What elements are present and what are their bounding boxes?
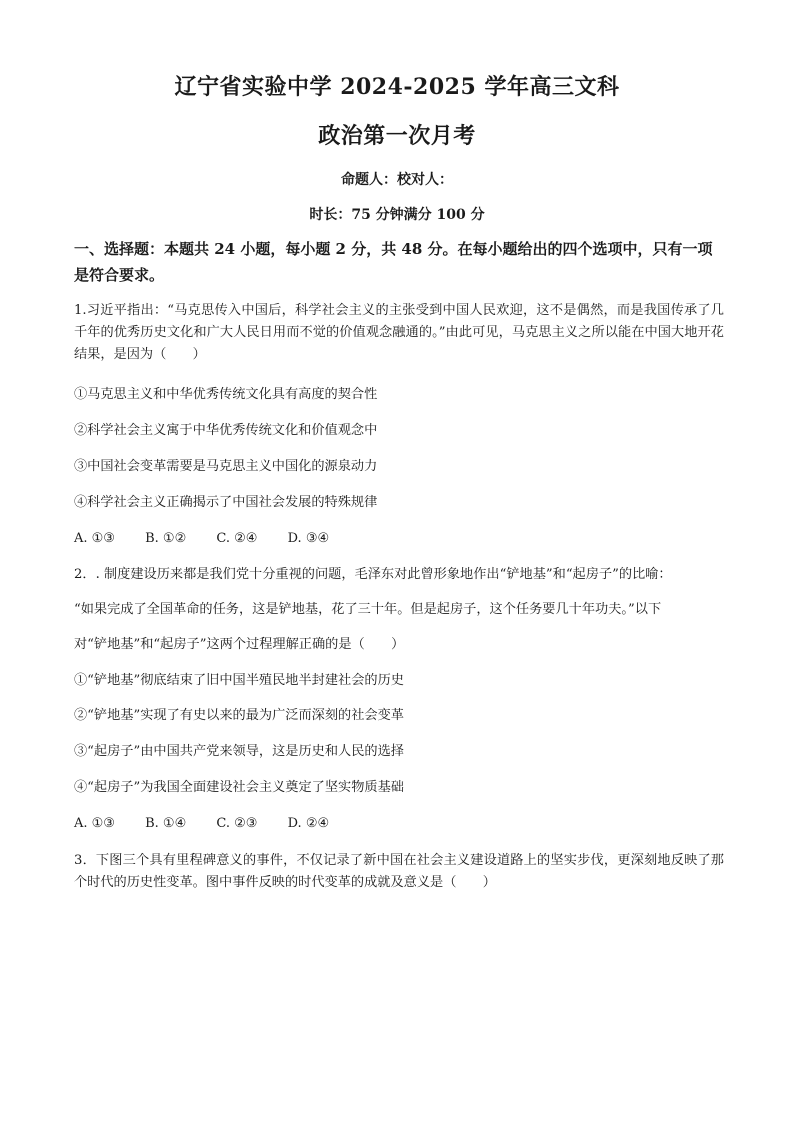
question-1-option-a[interactable]: A. ①③ xyxy=(74,531,115,546)
question-2-statement-3: ③“起房子”由中国共产党来领导，这是历史和人民的选择 xyxy=(74,744,404,759)
question-2-statement-4: ④“起房子”为我国全面建设社会主义奠定了坚实物质基础 xyxy=(74,780,404,795)
exam-duration: 时长：75 分钟满分 100 分 xyxy=(309,207,485,223)
question-2-stem-line1: 2．. 制度建设历来都是我们党十分重视的问题，毛泽东对此曾形象地作出“铲地基”和“起房子”的比喻： xyxy=(74,567,672,582)
question-1-option-d[interactable]: D. ③④ xyxy=(287,531,330,546)
question-1-option-b[interactable]: B. ①② xyxy=(145,531,187,546)
question-1-statement-2: ②科学社会主义寓于中华优秀传统文化和价值观念中 xyxy=(74,423,378,438)
exam-title-line1: 辽宁省实验中学 2024-2025 学年高三文科 xyxy=(174,74,620,100)
question-2-options xyxy=(74,813,355,835)
exam-authors: 命题人：校对人： xyxy=(341,172,453,188)
question-2-option-b[interactable]: B. ①④ xyxy=(145,816,187,831)
question-1-options xyxy=(74,528,355,550)
question-1-statement-4: ④科学社会主义正确揭示了中国社会发展的特殊规律 xyxy=(74,495,378,510)
question-1-statement-1: ①马克思主义和中华优秀传统文化具有高度的契合性 xyxy=(74,387,378,402)
question-2-option-a[interactable]: A. ①③ xyxy=(74,816,115,831)
question-1-stem: 1.习近平指出：“马克思传入中国后，科学社会主义的主张受到中国人民欢迎，这不是偶然，而是我国传承了几千年的优秀历史文化和广大人民日用而不觉的价值观念融通的。”由此可见，马克思主义之所以能在中国大地开花结果，是因为（ ） xyxy=(74,303,724,362)
exam-title-line2: 政治第一次月考 xyxy=(318,123,476,149)
question-2-option-d[interactable]: D. ②④ xyxy=(287,816,330,831)
question-2-stem-line2: “如果完成了全国革命的任务，这是铲地基，花了三十年。但是起房子，这个任务要几十年功夫。”以下 xyxy=(74,602,662,617)
question-2-stem-line3: 对“铲地基”和“起房子”这两个过程理解正确的是（ ） xyxy=(74,637,405,652)
question-2-option-c[interactable]: C. ②③ xyxy=(216,816,258,831)
question-3-stem: 3．下图三个具有里程碑意义的事件，不仅记录了新中国在社会主义建设道路上的坚实步伐，更深刻地反映了那个时代的历史性变革。图中事件反映的时代变革的成就及意义是（ ） xyxy=(74,853,724,890)
question-2-statement-2: ②“铲地基”实现了有史以来的最为广泛而深刻的社会变革 xyxy=(74,708,404,723)
section-heading-choice: 一、选择题：本题共 24 小题，每小题 2 分，共 48 分。在每小题给出的四个选项中，只有一项是符合要求。 xyxy=(74,240,713,284)
question-1-option-c[interactable]: C. ②④ xyxy=(216,531,258,546)
question-2-statement-1: ①“铲地基”彻底结束了旧中国半殖民地半封建社会的历史 xyxy=(74,673,404,688)
question-1-statement-3: ③中国社会变革需要是马克思主义中国化的源泉动力 xyxy=(74,459,378,474)
